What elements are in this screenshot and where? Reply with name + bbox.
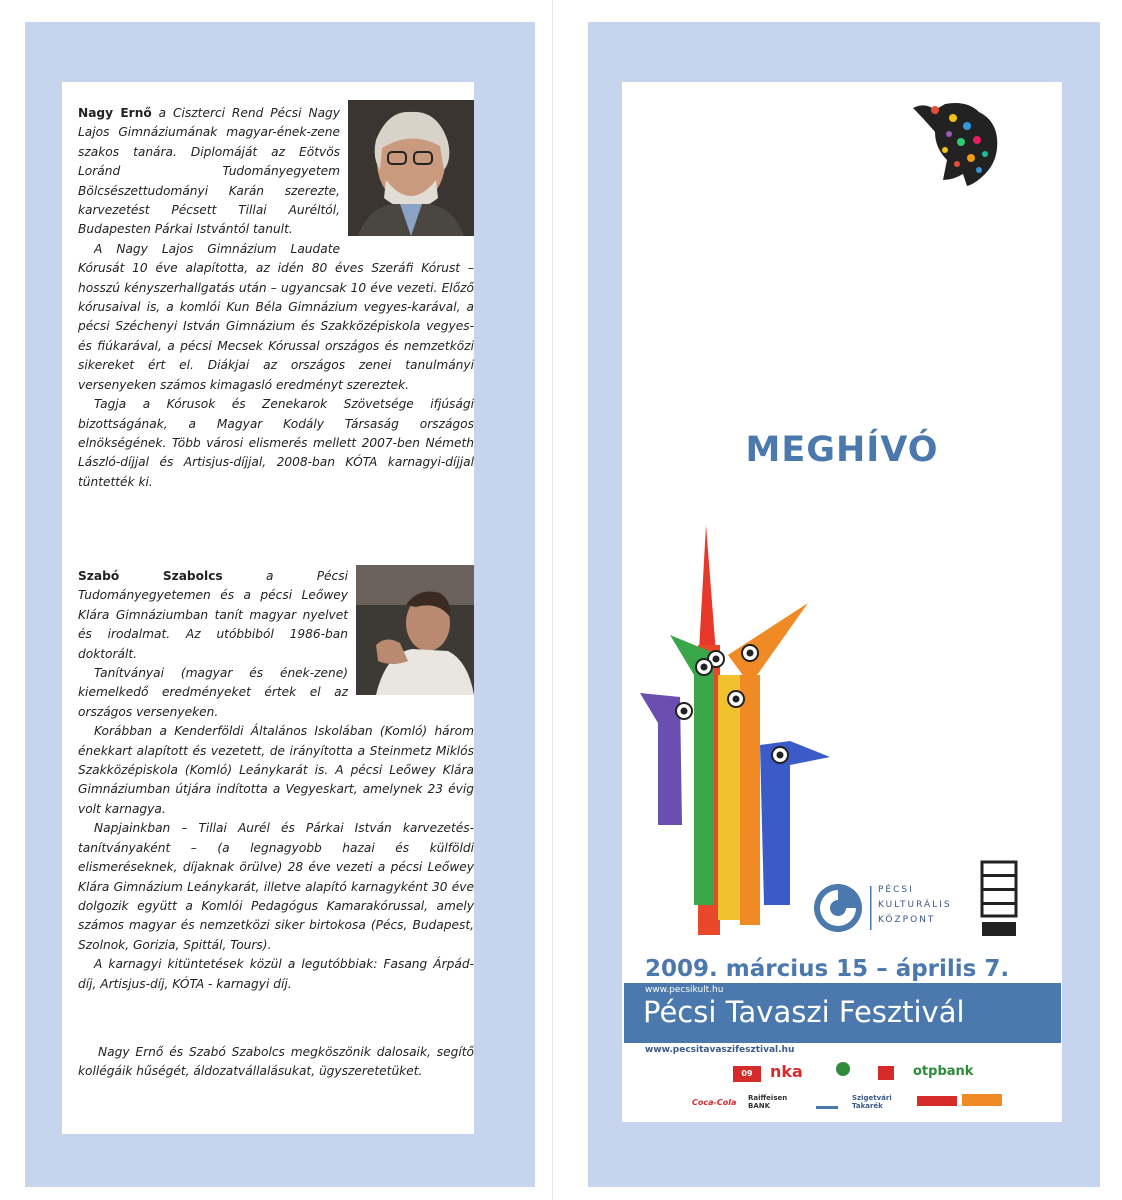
url-pecsikult[interactable]: www.pecsikult.hu xyxy=(645,985,724,995)
sponsor-orange-bar-icon xyxy=(962,1094,1002,1106)
festival-date: 2009. március 15 – április 7. xyxy=(645,956,1010,982)
bio-szabo-szabolcs xyxy=(78,567,474,994)
pecs-2010-logo-icon xyxy=(980,860,1018,940)
url-festival[interactable]: www.pecsitavaszifesztival.hu xyxy=(645,1045,795,1055)
pkk-line2: KULTURÁLIS xyxy=(878,900,952,910)
bio-nagy-p2: A Nagy Lajos Gimnázium Laudate Kórusát 10 éve alapította, az idén 80 éves Szeráfi Kórust – hosszú kényszerhallgatás után – ugyancsak 10 éve vezeti. Előző kórusaival is, a komlói Kun Béla Gimnázium vegyes-karával, a pécsi Széchenyi István Gimnázium és Szakközépiskola vegyes- és fiúkarával, a pécsi Mecsek Kórussal országos és nemzetközi sikereket ért el. Diákjai az országos zenei tanulmányi versenyeken számos kimagasló eredményt szereztek. xyxy=(78,241,474,392)
sponsor-szigetvari: Szigetvári Takarék xyxy=(852,1094,892,1110)
sponsor-red-bar-icon xyxy=(917,1096,957,1106)
bio-szabo-p2: Tanítványai (magyar és ének-zene) kiemelkedő eredményeket értek el az országos versenyeken. xyxy=(78,666,348,719)
fold-line xyxy=(552,0,553,1200)
sponsor-raiffeisen: Raiffeisen BANK xyxy=(748,1094,788,1110)
invitation-title: MEGHÍVÓ xyxy=(745,430,939,470)
bio-szabo-p5: A karnagyi kitüntetések közül a legutóbbiak: Fasang Árpád-díj, Artisjus-díj, KÓTA - karnagyi díj. xyxy=(78,957,474,991)
sponsor-coca-cola: Coca-Cola xyxy=(692,1098,737,1107)
pkk-line3: KÖZPONT xyxy=(878,915,936,925)
bio-nagy-erno xyxy=(78,104,474,492)
bio-nagy-p1: a Ciszterci Rend Pécsi Nagy Lajos Gimnáziumának magyar-ének-zene szakos tanára. Diplomáját az Eötvös Loránd Tudományegyetem Bölcsészettudományi Karán szerezte, karvezetést Pécsett Tillai Auréltól, Budapesten Párkai Istvántól tanult. xyxy=(78,106,340,237)
thanks-paragraph xyxy=(78,1043,474,1082)
portrait-szabo-szabolcs xyxy=(356,565,474,695)
pkk-line1: PÉCSI xyxy=(878,885,914,895)
festival-name: Pécsi Tavaszi Fesztivál xyxy=(643,995,965,1029)
sponsor-otpbank: otpbank xyxy=(913,1064,974,1079)
bio-szabo-p3: Korábban a Kenderföldi Általános Iskolában (Komló) három énekkart alapított és vezetett, de irányította a Steinmetz Miklós Szakközépiskola (Komló) Leánykarát is. A pécsi Leőwey Klára Gimnáziumban útjára indította a Vegyeskart, amelynek 23 évig volt karnagya. xyxy=(78,724,474,816)
bird-logo-icon xyxy=(905,90,1005,190)
sponsor-mark-icon xyxy=(878,1066,894,1080)
sponsor-nka: nka xyxy=(770,1062,803,1081)
bio-nagy-name: Nagy Ernő xyxy=(78,106,152,120)
sponsor-09: 09 xyxy=(733,1066,761,1082)
thanks-text: Nagy Ernő és Szabó Szabolcs megköszönik dalosaik, segítő kollégáik hűségét, áldozatvállalásukat, ügyszeretetüket. xyxy=(78,1045,474,1079)
portrait-nagy-erno xyxy=(348,100,474,236)
sponsor-plane-icon xyxy=(816,1096,838,1109)
sponsor-clover-icon xyxy=(836,1062,850,1076)
totem-birds-illustration xyxy=(640,525,840,935)
bio-szabo-name: Szabó Szabolcs xyxy=(78,569,223,583)
bio-szabo-p1: a Pécsi Tudományegyetemen és a pécsi Leőwey Klára Gimnáziumban tanít magyar nyelvet és irodalmat. Az utóbbiból 1986-ban doktorált. xyxy=(78,569,348,661)
bio-nagy-p3: Tagja a Kórusok és Zenekarok Szövetsége ifjúsági bizottságának, a Magyar Kodály Társaság országos elnökségének. Több városi elismerés mellett 2007-ben Németh László-díjjal és Artisjus-díjjal, 2008-ban KÓTA karnagyi-díjjal tüntették ki. xyxy=(78,397,474,489)
bio-szabo-p4: Napjainkban – Tillai Aurél és Párkai István karvezetés-tanítványaként – (a legnagyobb hazai és külföldi elismeréseknek, díjaknak örülve) 28 éve vezeti a pécsi Leőwey Klára Gimnázium Leánykarát, illetve alapító karnagyként 30 éve dolgozik együtt a Komlói Pedagógus Kamarakórussal, amely számos magyar és nemzetközi siker birtokosa (Pécs, Budapest, Szolnok, Gorizia, Spittál, Tours). xyxy=(78,821,474,952)
